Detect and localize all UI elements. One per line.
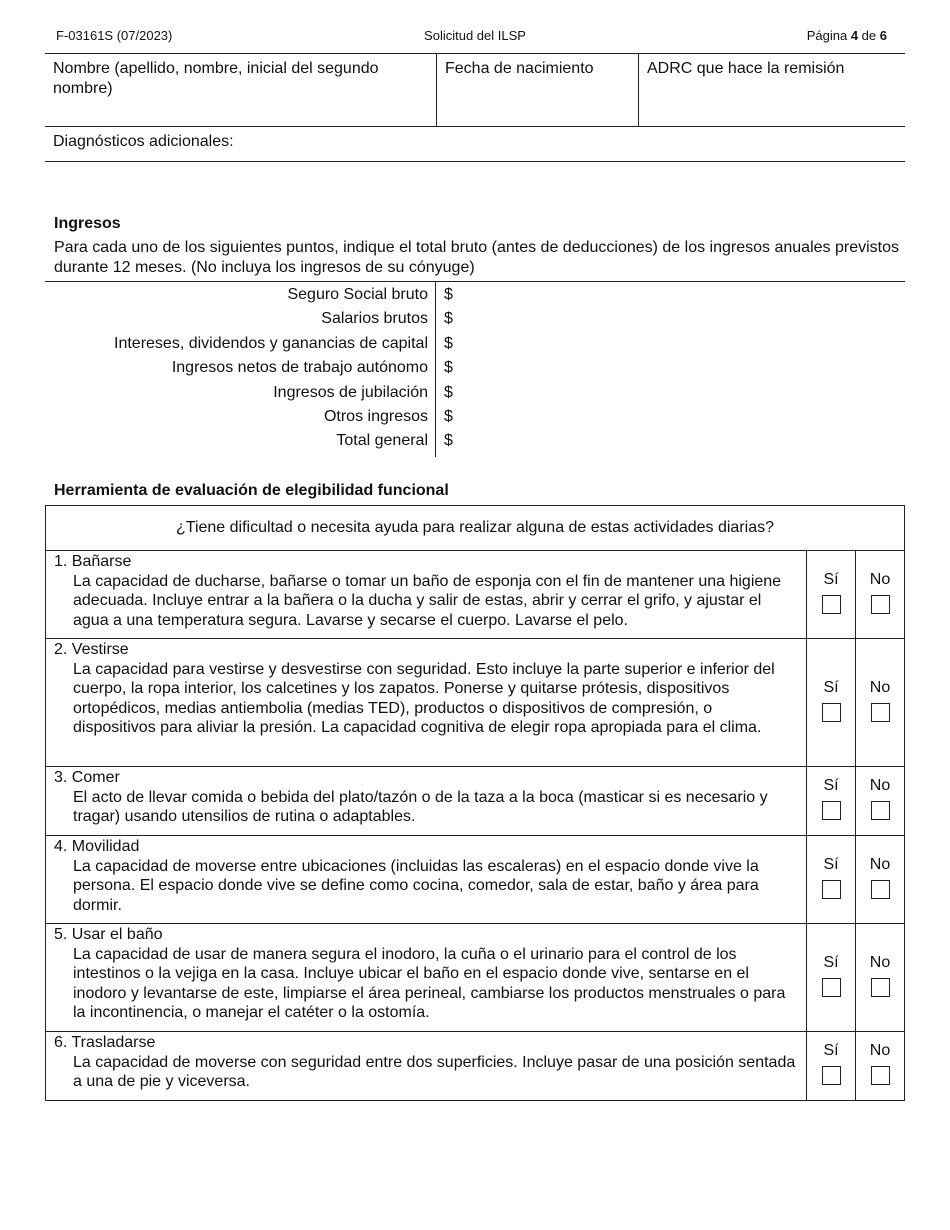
income-amount-field[interactable]: $ bbox=[444, 286, 453, 303]
activity-description: La capacidad de moverse entre ubicaciones (incluidas las escaleras) en el espacio donde vive la persona. El espacio donde vive se define como cocina, comedor, sala de estar, baño y área para dormir. bbox=[73, 857, 759, 914]
yes-label: Sí bbox=[823, 953, 839, 971]
adrc-label: ADRC que hace la remisión bbox=[647, 60, 845, 77]
activity-description: El acto de llevar comida o bebida del plato/tazón o de la taza a la boca (masticar si es necesario y tragar) usando utensilios de rutina o adaptables. bbox=[73, 788, 768, 826]
income-amount-field[interactable]: $ bbox=[444, 310, 453, 328]
name-field[interactable] bbox=[45, 54, 437, 127]
activity-description: La capacidad para vestirse y desvestirse con seguridad. Esto incluye la parte superior e inferior del cuerpo, la ropa interior, los calcetines y los zapatos. Ponerse y quitarse prótesis, dispositivos ortopédicos, medias antiembolia (medias TED), productos o dispositivos de compresión, o dispositivos para aliviar la presión. La capacidad cognitiva de elegir ropa apropiada para el clima. bbox=[73, 660, 775, 737]
activity-row bbox=[46, 639, 905, 767]
income-amount-field[interactable]: $ bbox=[444, 359, 453, 377]
activity-row bbox=[46, 767, 905, 836]
no-cell bbox=[856, 924, 905, 1032]
yes-checkbox[interactable] bbox=[822, 595, 841, 614]
yes-cell bbox=[807, 767, 856, 836]
dob-field[interactable] bbox=[437, 54, 639, 127]
income-row-label: Total general bbox=[336, 432, 428, 450]
income-instructions: Para cada uno de los siguientes puntos, indique el total bruto (antes de deducciones) de los ingresos anuales previstos durante 12 meses. (No incluya los ingresos de su cónyuge) bbox=[54, 239, 899, 276]
page-number bbox=[807, 28, 887, 43]
no-label: No bbox=[869, 855, 891, 873]
activity-title: 2. Vestirse bbox=[54, 641, 129, 658]
no-label: No bbox=[869, 570, 891, 588]
dob-label: Fecha de nacimiento bbox=[445, 60, 594, 77]
activity-title: 5. Usar el baño bbox=[54, 926, 163, 943]
diagnoses-field[interactable] bbox=[45, 127, 905, 162]
yes-checkbox[interactable] bbox=[822, 978, 841, 997]
no-checkbox[interactable] bbox=[871, 801, 890, 820]
activity-cell bbox=[46, 551, 807, 639]
activity-row bbox=[46, 1032, 905, 1101]
yes-checkbox[interactable] bbox=[822, 880, 841, 899]
income-row bbox=[45, 282, 905, 306]
activity-title: 6. Trasladarse bbox=[54, 1034, 156, 1051]
name-label: Nombre (apellido, nombre, inicial del segundo nombre) bbox=[53, 60, 379, 97]
income-amount-field[interactable]: $ bbox=[444, 432, 453, 450]
no-cell bbox=[856, 767, 905, 836]
yes-cell bbox=[807, 1032, 856, 1101]
form-id: F-03161S (07/2023) bbox=[56, 28, 173, 43]
yes-cell bbox=[807, 551, 856, 639]
no-label: No bbox=[869, 953, 891, 971]
income-amount-field[interactable]: $ bbox=[444, 334, 453, 352]
page-total: 6 bbox=[879, 28, 887, 43]
yes-checkbox[interactable] bbox=[822, 703, 841, 722]
activity-title: 1. Bañarse bbox=[54, 553, 132, 570]
no-cell bbox=[856, 836, 905, 924]
activity-title: 4. Movilidad bbox=[54, 838, 140, 855]
fet-title: Herramienta de evaluación de elegibilidad funcional bbox=[54, 482, 449, 499]
page-of: de bbox=[861, 28, 877, 43]
adrc-field[interactable] bbox=[639, 54, 906, 127]
fet-table bbox=[45, 505, 905, 1101]
identification-table bbox=[45, 53, 905, 162]
no-cell bbox=[856, 1032, 905, 1101]
income-row bbox=[45, 306, 905, 330]
income-row bbox=[45, 355, 905, 379]
no-cell bbox=[856, 551, 905, 639]
no-checkbox[interactable] bbox=[871, 595, 890, 614]
no-label: No bbox=[869, 1042, 891, 1060]
no-checkbox[interactable] bbox=[871, 703, 890, 722]
income-row bbox=[45, 428, 905, 452]
activity-row bbox=[46, 836, 905, 924]
yes-label: Sí bbox=[823, 570, 839, 588]
no-checkbox[interactable] bbox=[871, 880, 890, 899]
activity-cell bbox=[46, 639, 807, 767]
no-cell bbox=[856, 639, 905, 767]
no-checkbox[interactable] bbox=[871, 1066, 890, 1085]
yes-label: Sí bbox=[823, 1042, 839, 1060]
page-current: 4 bbox=[850, 28, 859, 43]
form-title: Solicitud del ILSP bbox=[424, 28, 526, 43]
income-row-label: Salarios brutos bbox=[321, 310, 428, 328]
income-row-label: Ingresos de jubilación bbox=[273, 383, 428, 401]
no-label: No bbox=[869, 777, 891, 795]
diagnoses-label: Diagnósticos adicionales: bbox=[53, 133, 234, 150]
activity-cell bbox=[46, 836, 807, 924]
fet-question: ¿Tiene dificultad o necesita ayuda para realizar alguna de estas actividades diarias? bbox=[46, 506, 905, 551]
activity-title: 3. Comer bbox=[54, 769, 120, 786]
yes-cell bbox=[807, 836, 856, 924]
yes-label: Sí bbox=[823, 777, 839, 795]
page-prefix: Página bbox=[806, 28, 848, 43]
activity-row bbox=[46, 551, 905, 639]
income-amount-field[interactable]: $ bbox=[444, 407, 453, 425]
income-title: Ingresos bbox=[54, 215, 121, 232]
income-row bbox=[45, 331, 905, 355]
no-checkbox[interactable] bbox=[871, 978, 890, 997]
income-row-label: Seguro Social bruto bbox=[287, 286, 428, 303]
yes-checkbox[interactable] bbox=[822, 1066, 841, 1085]
yes-cell bbox=[807, 639, 856, 767]
income-row-label: Ingresos netos de trabajo autónomo bbox=[171, 359, 428, 377]
activity-cell bbox=[46, 924, 807, 1032]
income-row-label: Intereses, dividendos y ganancias de capital bbox=[114, 334, 428, 352]
yes-label: Sí bbox=[823, 855, 839, 873]
income-row bbox=[45, 380, 905, 404]
yes-checkbox[interactable] bbox=[822, 801, 841, 820]
income-list bbox=[45, 281, 905, 453]
income-row-label: Otros ingresos bbox=[323, 407, 428, 425]
no-label: No bbox=[869, 678, 891, 696]
income-row bbox=[45, 404, 905, 428]
income-amount-field[interactable]: $ bbox=[444, 383, 453, 401]
activity-row bbox=[46, 924, 905, 1032]
activity-description: La capacidad de moverse con seguridad entre dos superficies. Incluye pasar de una posición sentada a una de pie y viceversa. bbox=[73, 1053, 796, 1091]
activity-cell bbox=[46, 767, 807, 836]
activity-cell bbox=[46, 1032, 807, 1101]
activity-description: La capacidad de ducharse, bañarse o tomar un baño de esponja con el fin de mantener una higiene adecuada. Incluye entrar a la bañera o la ducha y salir de estas, abrir y cerrar el grifo, y ajustar el agua a una temperatura segura. Lavarse y secarse el cuerpo. Lavarse el pelo. bbox=[73, 572, 782, 629]
activity-description: La capacidad de usar de manera segura el inodoro, la cuña o el urinario para el control de los intestinos o la vejiga en la casa. Incluye ubicar el baño en el espacio donde vive, sentarse en el inodoro y levantarse de este, limpiarse el área perineal, cambiarse los productos menstruales o para la incontinencia, o manejar el catéter o la ostomía. bbox=[73, 945, 786, 1022]
yes-cell bbox=[807, 924, 856, 1032]
yes-label: Sí bbox=[823, 678, 839, 696]
